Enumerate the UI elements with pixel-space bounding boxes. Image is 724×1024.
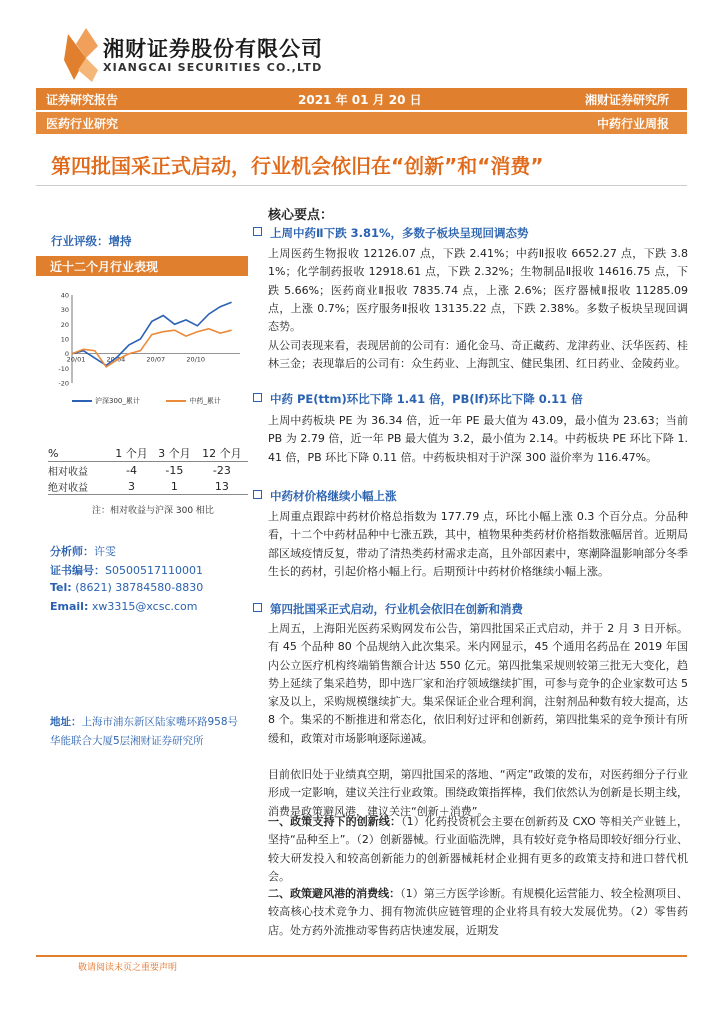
checkbox-bullet-icon	[253, 603, 262, 612]
paragraph-body: （1）化药投资机会主要在创新药及 CXO 等相关产业链上，坚持“品种至上”。（2）创新器械。行业面临洗牌，具有较好竞争格局即较好细分行业、较大研发投入和较高创新能力的创新器械耗材企业拥有更多的政策支持和进口替代机会。	[268, 815, 689, 883]
report-series: 中药行业周报	[596, 117, 669, 131]
company-name-en: XIANGCAI SECURITIES CO.,LTD	[103, 61, 323, 74]
paragraph: 上周医药生物报收 12126.07 点，下跌 2.41%；中药Ⅱ报收 6652.27 点，下跌 3.81%；化学制药报收 12918.61 点，下跌 2.32%；生物制品Ⅱ报收 14616.75 点，下跌 5.66%；医药商业Ⅱ报收 7835.74 点，上涨 2.6%；医疗器械Ⅱ报收 11285.09 点，上涨 0.7%；医疗服务Ⅱ报收 13135.22 点，下跌 2.38%。多数子板块呈现回调态势。	[268, 247, 688, 334]
table-cell: 13	[196, 478, 248, 495]
title-divider	[36, 185, 687, 186]
performance-title: 近十二个月行业表现	[50, 260, 159, 274]
table-header-row	[48, 445, 248, 462]
address	[50, 713, 240, 751]
table-header-cell: 1 个月	[110, 445, 153, 462]
analyst-name: 许雯	[94, 545, 116, 558]
rating-label: 行业评级：	[51, 234, 109, 248]
paragraph: 目前依旧处于业绩真空期，第四批国采的落地、“两定”政策的发布，对医药细分子行业形成一定影响，建议关注行业政策。围绕政策指挥棒，我们依然认为创新是长期主线，消费是政策避风港，建议关注“创新＋消费”。	[268, 768, 688, 818]
table-header-cell: %	[48, 445, 110, 462]
legend-tcm: 中药_累计	[189, 397, 221, 405]
checkbox-bullet-icon	[253, 227, 262, 236]
subheader-band	[36, 112, 687, 134]
table-row	[48, 462, 248, 479]
x-tick-label: 20/10	[186, 355, 206, 364]
company-logo	[62, 26, 100, 84]
tel-label: Tel:	[50, 581, 72, 594]
analyst	[50, 543, 116, 559]
paragraph: 上周五，上海阳光医药采购网发布公告，第四批国采正式启动，并于 2 月 3 日开标。有 45 个品种 80 个品规纳入此次集采。米内网显示，45 个通用名药品在 2019 年国内公立医疗机构终端销售额合计达 550 亿元。第四批集采规则较第三批无大变化，趋势上延续了集采趋势，即中选厂家和治疗领域继续扩围，可参与竞争的企业家数可达 5 家及以上，采购规模继续扩大。集采保证企业合理利润，注射剂品种数有较大提高，达 8 个。集采的不断推进和常态化，依旧利好过评和创新药，第四批集采的竞争预计有所缓和，政策对市场影响逐际递减。	[268, 622, 688, 745]
performance-chart-svg	[50, 287, 248, 397]
email-label: Email:	[50, 600, 89, 613]
key-points-heading: 核心要点：	[268, 208, 334, 223]
table-cell: 绝对收益	[48, 478, 110, 495]
section-heading	[253, 391, 583, 407]
industry-rating	[51, 233, 132, 249]
section-title: 第四批国采正式启动，行业机会依旧在创新和消费	[270, 602, 523, 616]
report-type: 证券研究报告	[46, 93, 119, 107]
y-tick-label: 0	[64, 350, 69, 359]
legend-hs300: 沪深300_累计	[95, 397, 140, 405]
performance-title-bar	[36, 256, 248, 276]
footer-divider	[36, 955, 687, 957]
addr-label: 地址：	[50, 716, 82, 728]
paragraph	[268, 885, 688, 940]
y-tick-label: -10	[58, 364, 69, 373]
page-title: 第四批国采正式启动，行业机会依旧在“创新”和“消费”	[51, 154, 544, 178]
checkbox-bullet-icon	[253, 393, 262, 402]
email-address[interactable]: xw3315@xcsc.com	[91, 600, 198, 613]
paragraph-lead: 一、政策支持下的创新线：	[268, 815, 402, 828]
section-title: 中药材价格继续小幅上涨	[270, 489, 397, 503]
addr-text: 上海市浦东新区陆家嘴环路958号华能联合大厦5层湘财证券研究所	[50, 716, 239, 747]
cert-number: S0500517110001	[105, 564, 203, 577]
section-heading	[253, 488, 397, 504]
x-tick-label: 20/07	[146, 355, 166, 364]
telephone	[50, 581, 203, 594]
legend-swatch-hs300	[72, 400, 92, 402]
tel-number: (8621) 38784580-8830	[75, 581, 204, 594]
certificate	[50, 562, 203, 578]
table-cell: -23	[212, 463, 231, 477]
header-band	[36, 88, 687, 110]
paragraph-lead: 二、政策避风港的消费线：	[268, 887, 401, 900]
paragraph: 从公司表现来看，表现居前的公司有：通化金马、奇正藏药、龙津药业、沃华医药、桂林三金；表现靠后的公司有：众生药业、上海凯宝、健民集团、红日药业、金陵药业。	[268, 339, 688, 371]
paragraph: 上周中药板块 PE 为 36.34 倍，近一年 PE 最大值为 43.09，最小值为 23.63；当前 PB 为 2.79 倍，近一年 PB 最大值为 3.2，最小值为 2.14。中药板块 PE 环比下降 1.41 倍，PB 环比下降 0.11 倍。中药板块相对于沪深 300 溢价率为 116.47%。	[268, 414, 688, 464]
footer-disclaimer: 敬请阅读末页之重要声明	[78, 963, 178, 973]
paragraph: 上周重点跟踪中药材价格总指数为 177.79 点，环比小幅上涨 0.3 个百分点。分品种看，十二个中药材品种中七涨五跌，其中，植物果种类药材价格指数涨幅居首。近期局部区域疫情反复，带动了清热类药材需求走高，且外部因素中，寒潮降温影响部分冬季生长的药材，引起价格小幅上行。后期预计中药材价格继续小幅上涨。	[268, 510, 688, 578]
section-title: 上周中药Ⅱ下跌 3.81%，多数子板块呈现回调态势	[270, 226, 529, 240]
email	[50, 600, 197, 613]
table-cell: -15	[165, 463, 184, 477]
y-tick-label: 10	[60, 335, 69, 344]
table-header-cell: 12 个月	[196, 445, 248, 462]
paragraph-body: （1）第三方医学诊断。有规模化运营能力、较全检测项目、较高核心技术竞争力、拥有物流供应链管理的企业将具有较大发展优势。（2）零售药店。处方药外流推动零售药店快速发展，近期发	[268, 887, 689, 937]
table-cell: -4	[125, 463, 137, 477]
section-heading	[253, 225, 528, 241]
legend-swatch-tcm	[166, 400, 186, 402]
analyst-label: 分析师：	[50, 545, 94, 558]
checkbox-bullet-icon	[253, 490, 262, 499]
section-heading	[253, 601, 523, 617]
table-header-cell: 3 个月	[153, 445, 196, 462]
company-name-cn: 湘财证券股份有限公司	[103, 37, 323, 61]
performance-chart	[50, 287, 248, 407]
industry-research: 医药行业研究	[46, 117, 119, 131]
paragraph	[268, 813, 688, 886]
section-title: 中药 PE(ttm)环比下降 1.41 倍，PB(lf)环比下降 0.11 倍	[270, 392, 583, 406]
y-tick-label: -20	[58, 379, 69, 388]
table-cell: 3	[110, 478, 153, 495]
y-tick-label: 20	[60, 320, 69, 329]
rating-value: 增持	[108, 234, 132, 248]
institute-name: 湘财证券研究所	[584, 93, 669, 107]
table-row	[48, 478, 248, 495]
table-cell: 1	[153, 478, 196, 495]
cert-label: 证书编号：	[50, 564, 105, 577]
y-tick-label: 40	[60, 291, 69, 300]
chart-legend	[72, 396, 221, 406]
performance-table	[48, 445, 248, 495]
report-date: 2021 年 01 月 20 日	[298, 93, 422, 107]
y-tick-label: 30	[60, 306, 69, 315]
x-tick-label: 20/04	[106, 355, 126, 364]
x-tick-label: 20/01	[66, 355, 86, 364]
table-note: 注：相对收益与沪深 300 相比	[92, 506, 214, 516]
table-cell: 相对收益	[48, 466, 88, 478]
